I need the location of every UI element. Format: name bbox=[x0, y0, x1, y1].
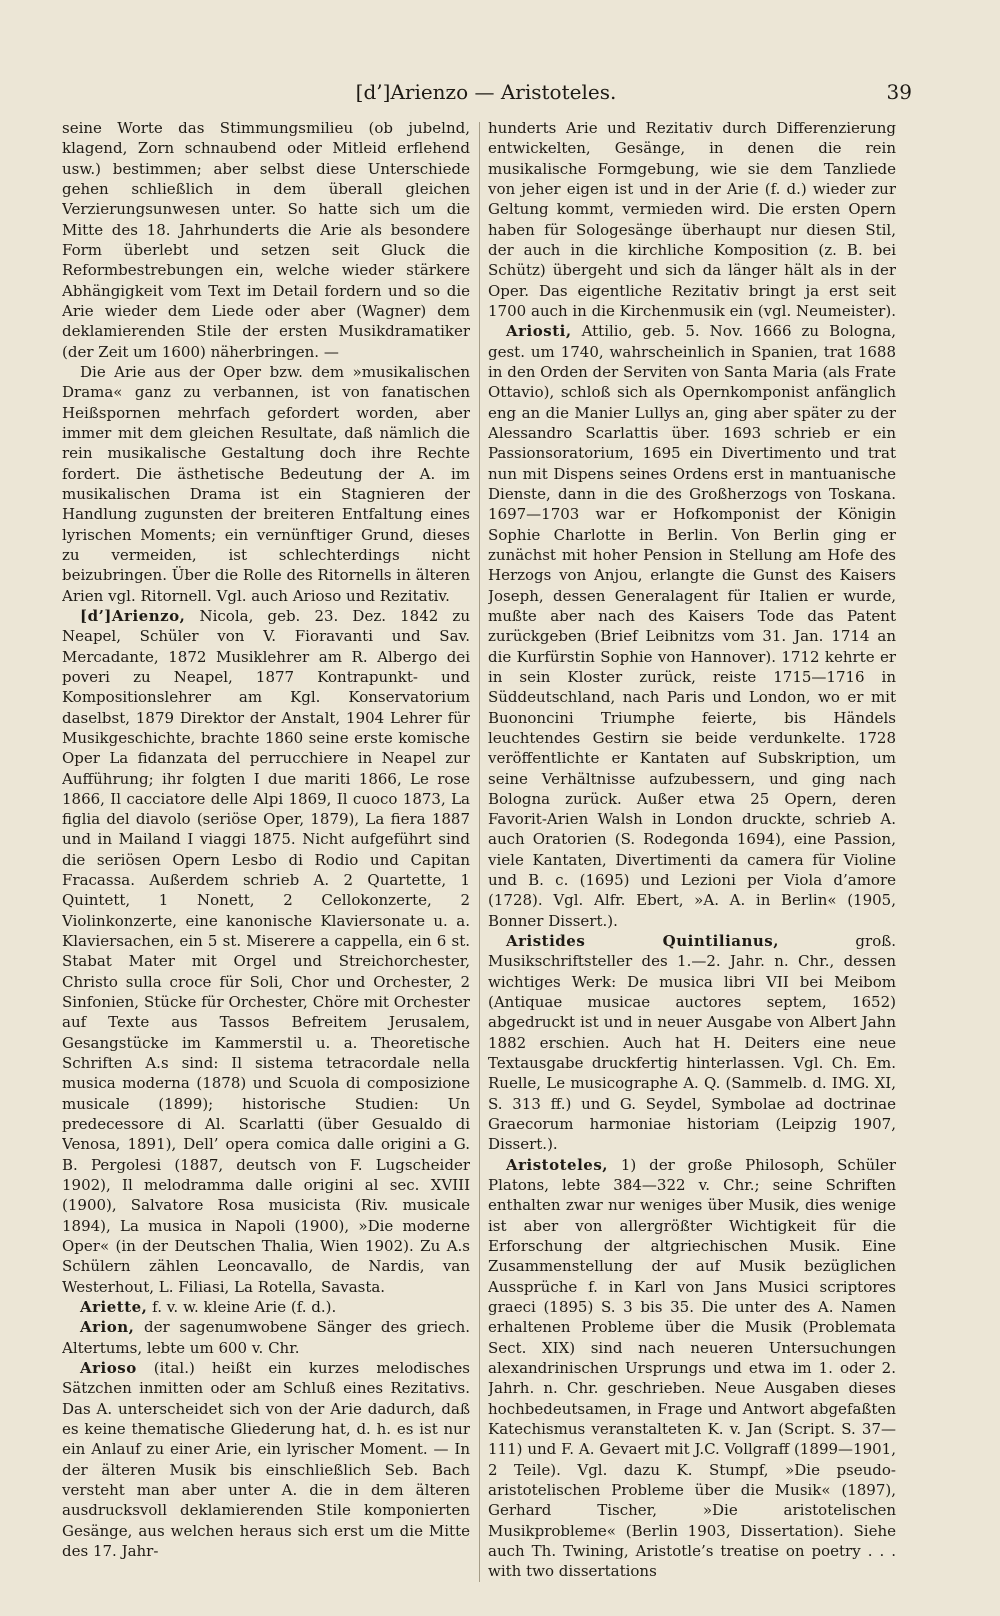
headword: Ariosti, bbox=[506, 322, 572, 341]
page-number: 39 bbox=[886, 80, 912, 104]
entry-arion bbox=[62, 1317, 470, 1358]
running-header bbox=[60, 74, 912, 110]
headword: Aristides Quintilianus, bbox=[506, 932, 779, 951]
right-column bbox=[488, 118, 896, 1586]
headword: [d’]Arienzo, bbox=[80, 606, 186, 625]
paragraph: seine Worte das Stimmungsmilieu (ob jubelnd, klagend, Zorn schnaubend oder Mitleid erflehend usw.) bestimmen; aber selbst diese Unterschiede gehen schließlich in dem überall gleichen Verzierungsunwesen unter. So hatte sich um die Mitte des 18. Jahrhunderts die Arie als besondere Form überlebt und setzen seit Gluck die Reformbestrebungen ein, welche wieder stärkere Abhängigkeit vom Text im Detail fordern und so die Arie wieder dem Liede oder aber (Wagner) dem deklamierenden Stile der ersten Musikdramatiker (der Zeit um 1600) näherbringen. — bbox=[62, 119, 470, 361]
entry-text: 1) der große Philosoph, Schüler Platons, lebte 384—322 v. Chr.; seine Schriften enthalten zwar nur weniges über Musik, dies wenige ist aber von allergrößter Wichtigkeit für die Erforschung der altgriechischen Musik. Eine Zusammenstellung der auf Musik bezüglichen Aussprüche f. in Karl von Jans Musici scriptores graeci (1895) S. 3 bis 35. Die unter des A. Namen erhaltenen Probleme über die Musik (Problemata Sect. XIX) sind nach neueren Untersuchungen alexandrinischen Ursprungs und etwa im 1. oder 2. Jahrh. n. Chr. geschrieben. Neue Ausgaben dieses hochbedeutsamen, in Frage und Antwort abgefaßten Katechismus veranstalteten K. v. Jan (Script. S. 37—111) und F. A. Gevaert mit J.C. Vollgraff (1899—1901, 2 Teile). Vgl. dazu K. Stumpf, »Die pseudo-aristotelischen Probleme über die Musik« (1897), Gerhard Tischer, »Die aristotelischen Musikprobleme« (Berlin 1903, Dissertation). Siehe auch Th. Twining, Aristotle’s treatise on poetry . . . with two dissertations bbox=[488, 1155, 896, 1581]
entry-text: groß. Musikschriftsteller des 1.—2. Jahr. n. Chr., dessen wichtiges Werk: De musica libri VII bei Meibom (Antiquae musicae auctores septem, 1652) abgedruckt ist und in neuer Ausgabe von Albert Jahn 1882 erschien. Auch hat H. Deiters eine neue Textausgabe druckfertig hinterlassen. Vgl. Ch. Em. Ruelle, Le musicographe A. Q. (Sammelb. d. IMG. XI, S. 313 ff.) und G. Seydel, Symbolae ad doctrinae Graecorum harmoniae historiam (Leipzig 1907, Dissert.). bbox=[488, 932, 896, 1154]
paragraph: Die Arie aus der Oper bzw. dem »musikalischen Drama« ganz zu verbannen, ist von fanatischen Heißspornen mehrfach gefordert worden, aber immer mit dem gleichen Resultate, daß nämlich die rein musikalische Gestaltung doch ihre Rechte fordert. Die ästhetische Bedeutung der A. im musikalischen Drama ist ein Stagnieren der Handlung zugunsten der breiteren Entfaltung eines lyrischen Moments; ein vernünftiger Grund, dieses zu vermeiden, ist schlechterdings nicht beizubringen. Über die Rolle des Ritornells in älteren Arien vgl. Ritornell. Vgl. auch Arioso und Rezitativ. bbox=[62, 362, 470, 605]
entry-ariette bbox=[62, 1297, 470, 1317]
headword: Arioso bbox=[80, 1359, 137, 1378]
entry-ariosti bbox=[488, 321, 896, 931]
left-column bbox=[62, 118, 470, 1586]
entry-arienzo bbox=[62, 606, 470, 1297]
entry-aristides bbox=[488, 931, 896, 1155]
entry-text: der sagenumwobene Sänger des griech. Altertums, lebte um 600 v. Chr. bbox=[62, 1318, 470, 1357]
entry-text: f. v. w. kleine Arie (f. d.). bbox=[147, 1298, 337, 1317]
entry-text: Nicola, geb. 23. Dez. 1842 zu Neapel, Schüler von V. Fioravanti und Sav. Mercadante, 1872 Musiklehrer am R. Albergo dei poveri zu Neapel, 1877 Kontrapunkt- und Kompositionslehrer am Kgl. Konservatorium daselbst, 1879 Direktor der Anstalt, 1904 Lehrer für Musikgeschichte, brachte 1860 seine erste komische Oper La fidanzata del perrucchiere in Neapel zur Aufführung; ihr folgten I due mariti 1866, Le rose 1866, Il cacciatore delle Alpi 1869, Il cuoco 1873, La figlia del diavolo (seriöse Oper, 1879), La fiera 1887 und in Mailand I viaggi 1875. Nicht aufgeführt sind die seriösen Opern Lesbo di Rodio und Capitan Fracassa. Außerdem schrieb A. 2 Quartette, 1 Quintett, 1 Nonett, 2 Cellokonzerte, 2 Violinkonzerte, eine kanonische Klaviersonate u. a. Klaviersachen, ein 5 st. Miserere a cappella, ein 6 st. Stabat Mater mit Orgel und Streichorchester, Christo sulla croce für Soli, Chor und Orchester, 2 Sinfonien, Stücke für Orchester, Chöre mit Orchester auf Texte aus Tassos Befreitem Jerusalem, Gesangstücke im Kammerstil u. a. Theoretische Schriften A.s sind: Il sistema tetracordale nella musica moderna (1878) und Scuola di composizione musicale (1899); historische Studien: Un predecessore di Al. Scarlatti (über Gesualdo di Venosa, 1891), Dell’ opera comica dalle origini a G. B. Pergolesi (1887, deutsch von F. Lugscheider 1902), Il melodramma dalle origini al sec. XVIII (1900), Salvatore Rosa musicista (Riv. musicale 1894), La musica in Napoli (1900), »Die moderne Oper« (in der Deutschen Thalia, Wien 1902). Zu A.s Schülern zählen Leoncavallo, de Nardis, van Westerhout, L. Filiasi, La Rotella, Savasta. bbox=[62, 606, 470, 1296]
headword: Ariette, bbox=[80, 1298, 148, 1317]
entry-text: (ital.) heißt ein kurzes melodisches Sätzchen inmitten oder am Schluß eines Rezitativs. Das A. unterscheidet sich von der Arie dadurch, daß es keine thematische Gliederung hat, d. h. es ist nur ein Anlauf zu einer Arie, ein lyrischer Moment. — In der älteren Musik bis einschließlich Seb. Bach versteht man aber unter A. die in dem älteren ausdrucksvoll deklamierenden Stile komponierten Gesänge, aus welchen heraus sich erst um die Mitte des 17. Jahr- bbox=[62, 1359, 470, 1560]
headword: Arion, bbox=[80, 1318, 135, 1337]
paragraph: hunderts Arie und Rezitativ durch Differenzierung entwickelten, Gesänge, in denen die rein musikalische Formgebung, wie sie dem Tanzliede von jeher eigen ist und in der Arie (f. d.) wieder zur Geltung kommt, vermieden wird. Die ersten Opern haben für Sologesänge überhaupt nur diesen Stil, der auch in die kirchliche Komposition (z. B. bei Schütz) übergeht und sich da länger hält als in der Oper. Das eigentliche Rezitativ bringt ja erst seit 1700 auch in die Kirchenmusik ein (vgl. Neumeister). bbox=[488, 119, 896, 320]
entry-text: Attilio, geb. 5. Nov. 1666 zu Bologna, gest. um 1740, wahrscheinlich in Spanien, trat 1688 in den Orden der Serviten von Santa Maria (als Frate Ottavio), schloß sich als Opernkomponist anfänglich eng an die Manier Lullys an, ging aber später zu der Alessandro Scarlattis über. 1693 schrieb er ein Passionsoratorium, 1695 ein Divertimento und trat nun mit Dispens seines Ordens erst in mantuanische Dienste, dann in die des Großherzogs von Toskana. 1697—1703 war er Hofkomponist der Königin Sophie Charlotte in Berlin. Von Berlin ging er zunächst mit hoher Pension in Stellung am Hofe des Herzogs von Anjou, erlangte die Gunst des Kaisers Joseph, dessen Generalagent für Italien er wurde, mußte aber nach des Kaisers Tode das Patent zurückgeben (Brief Leibnitzs vom 31. Jan. 1714 an die Kurfürstin Sophie von Hannover). 1712 kehrte er in sein Kloster zurück, reiste 1715—1716 in Süddeutschland, nach Paris und London, wo er mit Buononcini Triumphe feierte, bis Händels leuchtendes Gestirn sie beide verdunkelte. 1728 veröffentlichte er Kantaten auf Subskription, um seine Verhältnisse aufzubessern, und ging nach Bologna zurück. Außer etwa 25 Opern, deren Favorit-Arien Walsh in London druckte, schrieb A. auch Oratorien (S. Rodegonda 1694), eine Passion, viele Kantaten, Divertimenti da camera für Violine und B. c. (1695) und Lezioni per Viola d’amore (1728). Vgl. Alfr. Ebert, »A. A. in Berlin« (1905, Bonner Dissert.). bbox=[488, 322, 896, 930]
running-title: [d’]Arienzo — Aristoteles. bbox=[355, 80, 617, 104]
entry-arioso bbox=[62, 1358, 470, 1561]
column-divider bbox=[479, 122, 480, 1582]
headword: Aristoteles, bbox=[506, 1155, 608, 1174]
entry-aristoteles bbox=[488, 1155, 896, 1582]
